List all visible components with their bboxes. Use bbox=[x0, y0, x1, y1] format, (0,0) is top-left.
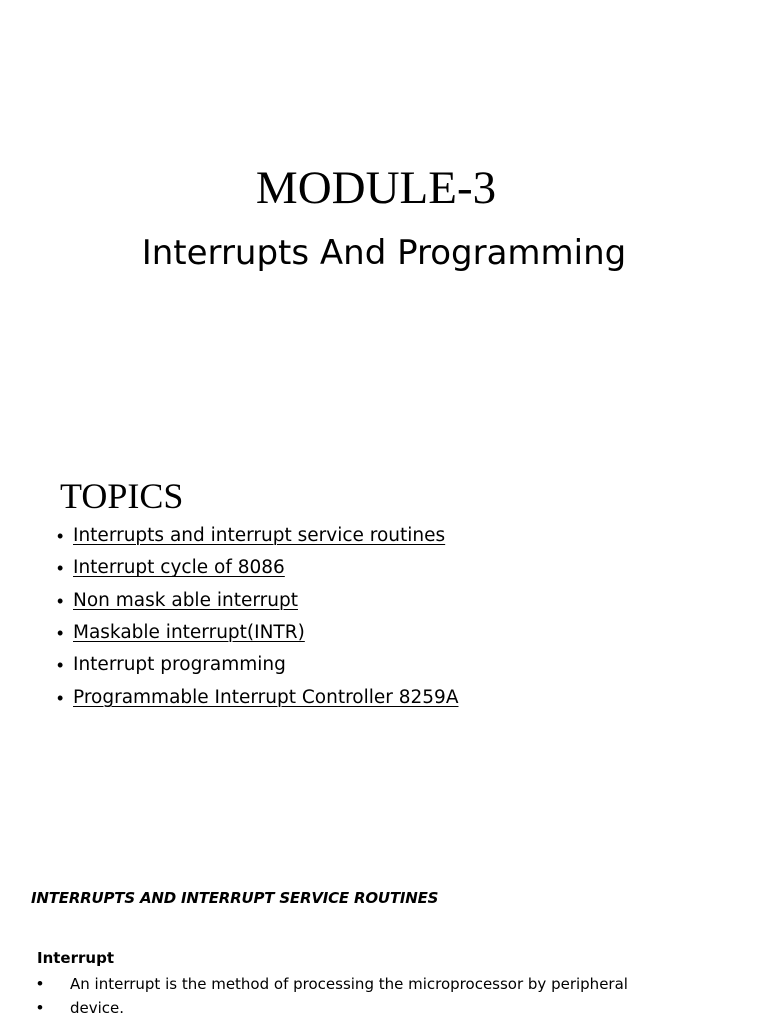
body-text: An interrupt is the method of processing the microprocessor by peripheral bbox=[70, 975, 628, 993]
bullet-icon: • bbox=[57, 558, 64, 579]
topic-item bbox=[57, 585, 458, 617]
bullet-icon: • bbox=[37, 974, 43, 993]
topic-link-interrupts-and-isr[interactable]: Interrupts and interrupt service routines bbox=[73, 525, 446, 547]
topic-item bbox=[57, 649, 458, 681]
bullet-icon: • bbox=[57, 655, 64, 676]
topic-link-non-maskable-interrupt[interactable]: Non mask able interrupt bbox=[73, 589, 298, 611]
bullet-icon: • bbox=[57, 526, 64, 547]
section-subheading: Interrupt bbox=[37, 949, 114, 967]
topics-list bbox=[57, 520, 458, 714]
topic-link-maskable-interrupt[interactable]: Maskable interrupt(INTR) bbox=[73, 622, 305, 644]
module-subtitle: Interrupts And Programming bbox=[141, 233, 627, 273]
bullet-icon: • bbox=[37, 998, 43, 1017]
topic-item bbox=[57, 552, 458, 584]
body-text: device. bbox=[70, 999, 125, 1017]
bullet-icon: • bbox=[57, 623, 64, 644]
section-heading: INTERRUPTS AND INTERRUPT SERVICE ROUTINES bbox=[31, 889, 439, 907]
topic-link-interrupt-cycle[interactable]: Interrupt cycle of 8086 bbox=[73, 557, 285, 579]
topic-item bbox=[57, 520, 458, 552]
topic-item bbox=[57, 681, 458, 713]
topic-link-pic-8259a[interactable]: Programmable Interrupt Controller 8259A bbox=[73, 686, 459, 708]
module-title: MODULE-3 bbox=[255, 162, 497, 214]
topic-item bbox=[57, 617, 458, 649]
topic-text-interrupt-programming: Interrupt programming bbox=[73, 654, 286, 676]
body-bullet-list bbox=[37, 972, 737, 1020]
bullet-icon: • bbox=[57, 590, 64, 611]
bullet-icon: • bbox=[57, 687, 64, 708]
list-item bbox=[37, 972, 737, 996]
list-item bbox=[37, 996, 737, 1020]
topics-heading: TOPICS bbox=[60, 476, 184, 516]
